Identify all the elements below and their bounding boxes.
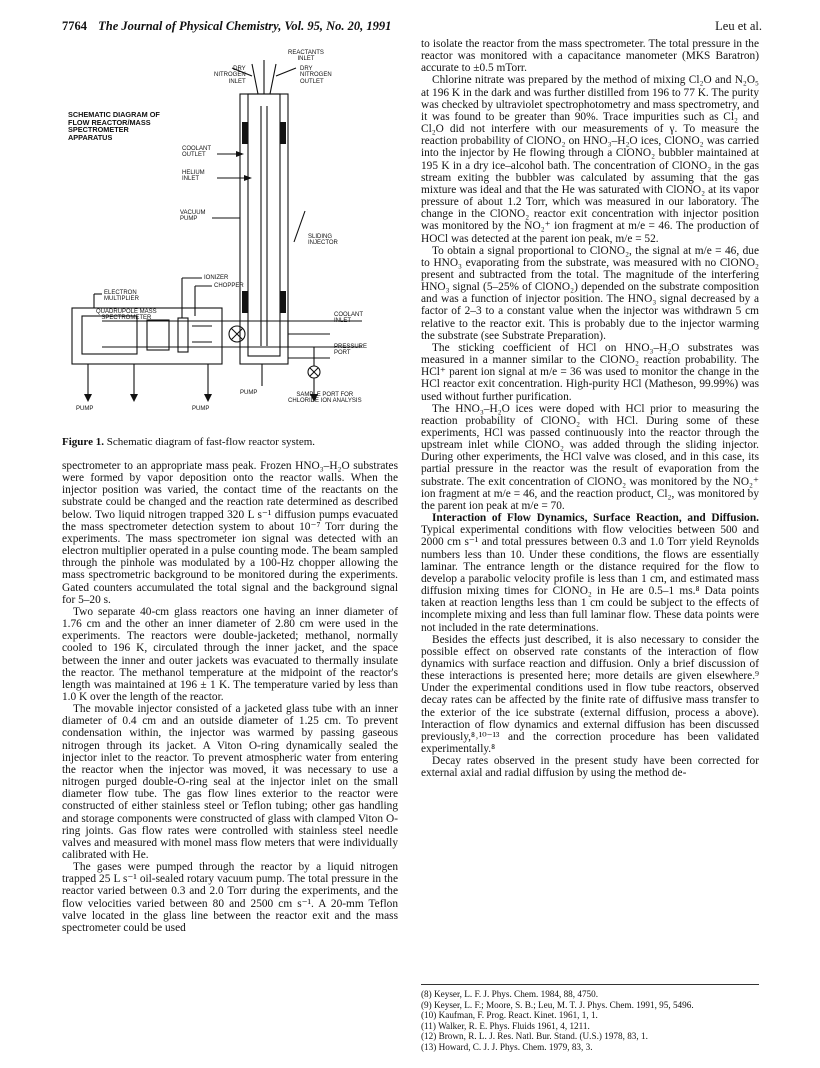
label-pump-3: PUMP	[240, 390, 258, 396]
journal-title: The Journal of Physical Chemistry, Vol. 95, No. 20, 1991	[98, 19, 392, 33]
reference-item: (12) Brown, R. L. J. Res. Natl. Bur. Stand. (U.S.) 1978, 83, 1.	[421, 1031, 648, 1042]
section-heading: Interaction of Flow Dynamics, Surface Reaction, and Diffusion.	[432, 512, 759, 525]
paragraph	[421, 512, 759, 634]
label-coolant-inlet: COOLANT INLET	[334, 312, 364, 325]
paragraph: Chlorine nitrate was prepared by the method of mixing Cl₂O and N₂O₅ at 196 K in the dark and was further distilled from 196 to 77 K. The purity was checked by ultraviolet spectrophotometry and mass spectrometry, and it was found to be greater than 90%. Trace impurities such as Cl₂ and Cl₂O did not interfere with our measurements of γ. To measure the reaction probability of ClONO₂ on HNO₃–H₂O ices, ClONO₂ was carried into the injector by He flowing through a ClONO₂ bubbler maintained at 195 K in a dry ice–alcohol bath. The concentration of ClONO₂ in the gas stream exiting the bubbler was calculated by assuming that the gas mixture was ideal and that the He was saturated with ClONO₂ at its vapor pressure of about 1.2 Torr, which was measured in our laboratory. The change in the ClONO₂ reactor exit concentration with injector position was monitored by the NO₂⁺ ion fragment at m/e = 46. The production of HOCl was detected at the parent ion peak, m/e = 52.	[421, 74, 759, 245]
label-vacuum-pump: VACUUM PUMP	[180, 210, 206, 223]
paragraph: To obtain a signal proportional to ClONO₂, the signal at m/e = 46, due to HNO₃ evaporating from the substrate, was measured with no ClONO₂ present and subtracted from the total. The magnitude of the interfering HNO₃ signal (5–25% of ClONO₂) depended on the substrate composition and was a function of injector position. The HNO₃ signal decreased by a factor of 2–3 to a constant value when the injector was withdrawn 5 cm relative to the reactor exit. This is probably due to the injector warming the substrate (see Substrate Preparation).	[421, 244, 759, 342]
schematic-title: SCHEMATIC DIAGRAM OF FLOW REACTOR/MASS SPECTROMETER APPARATUS	[68, 110, 160, 142]
reference-item: (8) Keyser, L. F. J. Phys. Chem. 1984, 88, 4750.	[421, 989, 599, 999]
reference-item: (11) Walker, R. E. Phys. Fluids 1961, 4, 1211.	[421, 1020, 590, 1031]
paragraph: spectrometer to an appropriate mass peak. Frozen HNO₃–H₂O substrates were formed by vapor deposition onto the reactor walls. When the injector position was varied, the contact time of the reactants on the substrate could be changed and the reaction rate determined as described below. Two liquid nitrogen trapped 320 L s⁻¹ diffusion pumps evacuated the mass spectrometer detection system to about 10⁻⁷ Torr during the experiments. The mass spectrometer ion signal was detected with an electron multiplier operated in a pulse counting mode. The beam sampled through the pinhole was modulated by a 100-Hz chopper allowing the mass spectrometric background to be monitored during the experiments. Gated counters accumulated the total signal and the background signal for 5–20 s.	[62, 460, 398, 606]
reference-rule	[421, 984, 759, 985]
left-column	[62, 460, 398, 934]
label-sliding-injector: SLIDING INJECTOR	[308, 234, 338, 247]
references	[421, 984, 759, 1053]
figure-caption	[62, 436, 402, 448]
caption-label: Figure 1.	[62, 436, 104, 448]
paragraph: The gases were pumped through the reactor by a liquid nitrogen trapped 25 L s⁻¹ oil-sealed rotary vacuum pump. The total pressure in the reactor varied between 0.3 and 2.0 Torr during the experiments, and the flow velocities varied between 80 and 2500 cm s⁻¹. A 20-mm Teflon valve located in the glass line between the reactor exit and the mass spectrometer could be used	[62, 861, 398, 934]
reference-item: (9) Keyser, L. F.; Moore, S. B.; Leu, M. T. J. Phys. Chem. 1991, 95, 5496.	[421, 999, 694, 1010]
paragraph: The movable injector consisted of a jacketed glass tube with an inner diameter of 0.4 cm and an outside diameter of 1.25 cm. To prevent condensation within, the injector was warmed by passing gaseous nitrogen through its jacket. A Viton O-ring dynamically sealed the injector inlet to the reactor. To prevent atmospheric water from entering the reactor when the injector was moved, it was necessary to use a nitrogen purged double-O-ring seal at the injector inlet on the small diameter flow tube. The gas flow lines exterior to the reactor were constructed of either stainless steel or Teflon tubing; other gas handling and storage components were constructed of glass with clamped Viton O-ring joints. Gas flow rates were controlled with stainless steel needle valves and measured with monel mass flow meters that were individually calibrated with He.	[62, 703, 398, 861]
caption-text: Schematic diagram of fast-flow reactor system.	[103, 436, 316, 448]
paragraph: The HNO₃–H₂O ices were doped with HCl prior to measuring the reaction probability of ClONO₂ with HCl. During some of these experiments, HCl was passed continuously into the reactor through the upstream inlet while ClONO₂ was added through the sliding injector. During other experiments, the HCl valve was closed, and in this case, its partial pressure in the reactor was the result of evaporation from the substrate. The exit concentration of ClONO₂ was monitored by the NO₂⁺ ion fragment at m/e = 46, and the reaction product, Cl₂, was monitored by the parent ion peak at m/e = 70.	[421, 402, 759, 512]
label-coolant-outlet: COOLANT OUTLET	[182, 146, 212, 159]
paragraph-body: Typical experimental conditions with flow velocities between 500 and 2000 cm s⁻¹ and total pressures between 0.3 and 1.0 Torr yield Reynolds numbers less than 10. Under these conditions, the flows are essentially laminar. The entrance length or the distance required for the flow to develop a parabolic velocity profile is less than 1 cm, and estimated mass diffusion mixing times for ClONO₂ in He are 0.5–1 ms.⁸ Data points taken at reaction lengths less than 1 cm could be subject to the effects of incomplete mixing and less than full laminar flow. These data points were not included in the rate determinations.	[421, 524, 759, 634]
running-header	[62, 19, 762, 34]
label-reactants-inlet: REACTANTS INLET	[288, 50, 324, 63]
label-electron-multiplier: ELECTRON MULTIPLIER	[104, 290, 139, 303]
running-authors: Leu et al.	[715, 19, 762, 33]
paragraph: Decay rates observed in the present study have been corrected for external axial and radial diffusion by using the method de-	[421, 755, 759, 780]
paragraph: to isolate the reactor from the mass spectrometer. The total pressure in the reactor was monitored with a capacitance manometer (MKS Baratron) accurate to ±0.5 mTorr.	[421, 38, 759, 75]
label-chopper: CHOPPER	[214, 283, 244, 289]
paragraph: The sticking coefficient of HCl on HNO₃–H₂O substrates was measured in a manner similar to the ClONO₂ reaction probability. The HCl⁺ parent ion signal at m/e = 36 was used to monitor the change in the HCl reactor exit concentration. High-purity HCl (Matheson, 99.99%) was used without further purification.	[421, 341, 759, 403]
label-pump-2: PUMP	[192, 406, 210, 412]
label-quadrupole: QUADRUPOLE MASS SPECTROMETER	[96, 309, 157, 322]
label-dry-n2-outlet: DRY NITROGEN OUTLET	[300, 66, 332, 85]
paragraph: Besides the effects just described, it is also necessary to consider the possible effect on observed rate constants of the interaction of flow dynamics with surface reaction and diffusion. Only a brief discussion of these interactions is presented here; more details are given elsewhere.⁹ Under the experimental conditions used in flow tube reactors, observed decay rates can be affected by the finite rate of diffusive mass transfer to the exterior of the ice substrate (external diffusion, process a above). Interaction of flow dynamics and external diffusion has been discussed previously,⁸˒¹⁰⁻¹³ and the correction procedure has been validated experimentally.⁸	[421, 633, 759, 756]
label-pump-1: PUMP	[76, 406, 94, 412]
label-helium-inlet: HELIUM INLET	[182, 170, 205, 183]
label-dry-n2-inlet: DRY NITROGEN INLET	[214, 66, 246, 85]
label-pressure-port: PRESSURE PORT	[334, 344, 368, 357]
page-number: 7764	[62, 19, 87, 33]
right-column	[421, 38, 759, 780]
paragraph: Two separate 40-cm glass reactors one having an inner diameter of 1.76 cm and the other an inner diameter of 2.80 cm were used in the experiments. The reactors were double-jacketed; methanol, normally cooled to 196 K, circulated through the inner jacket, and the space between the inner and outer jackets was evacuated to thermally insulate the reactor. The methanol temperature at the midpoint of the reactor's length was maintained at 196 ± 1 K. The temperature varied by less than 1.0 K over the length of the reactor.	[62, 605, 398, 703]
reference-item: (13) Howard, C. J. J. Phys. Chem. 1979, 83, 3.	[421, 1041, 593, 1052]
reference-item: (10) Kaufman, F. Prog. React. Kinet. 1961, 1, 1.	[421, 1010, 598, 1021]
figure-1-schematic	[62, 46, 402, 436]
label-ionizer: IONIZER	[204, 275, 229, 281]
label-sample-port: SAMPLE PORT FOR CHLORIDE ION ANALYSIS	[288, 392, 362, 405]
flow-reactor-diagram	[62, 46, 402, 436]
